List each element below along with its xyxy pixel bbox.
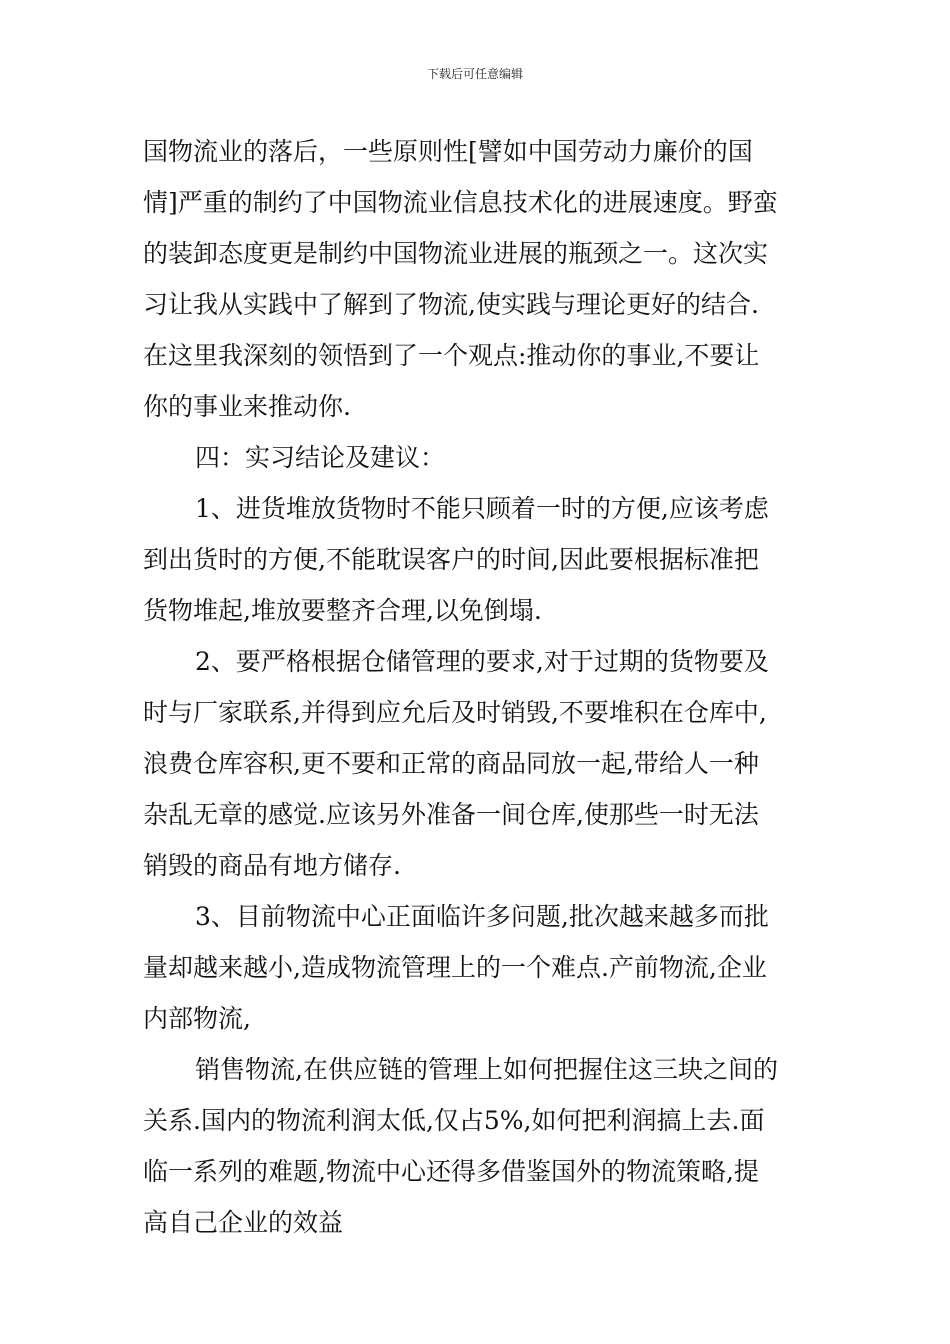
text-line: 关系.国内的物流利润太低,仅占5%,如何把利润搞上去.面 xyxy=(143,1106,765,1135)
text-line: 1、进货堆放货物时不能只顾着一时的方便,应该考虑 xyxy=(195,494,769,523)
text-line: 到出货时的方便,不能耽误客户的时间,因此要根据标准把 xyxy=(143,545,759,574)
text-line: 货物堆起,堆放要整齐合理,以免倒塌. xyxy=(143,596,542,625)
section-heading: 四：实习结论及建议： xyxy=(195,443,446,472)
page-header: 下载后可任意编辑 xyxy=(426,67,523,81)
text-line: 销售物流,在供应链的管理上如何把握住这三块之间的 xyxy=(195,1055,778,1084)
text-line: 3、目前物流中心正面临许多问题,批次越来越多而批 xyxy=(195,902,769,931)
text-line: 浪费仓库容积,更不要和正常的商品同放一起,带给人一种 xyxy=(143,749,759,778)
text-line: 杂乱无章的感觉.应该另外准备一间仓库,使那些一时无法 xyxy=(143,800,759,829)
text-line: 的装卸态度更是制约中国物流业进展的瓶颈之一。这次实 xyxy=(143,239,769,268)
text-line: 量却越来越小,造成物流管理上的一个难点.产前物流,企业 xyxy=(143,953,767,982)
text-line: 高自己企业的效益 xyxy=(143,1208,344,1237)
text-line: 时与厂家联系,并得到应允后及时销毁,不要堆积在仓库中, xyxy=(143,698,767,727)
text-line: 国物流业的落后，一些原则性[譬如中国劳动力廉价的国 xyxy=(143,137,753,166)
text-line: 内部物流, xyxy=(143,1004,251,1033)
text-line: 临一系列的难题,物流中心还得多借鉴国外的物流策略,提 xyxy=(143,1157,759,1186)
text-line: 在这里我深刻的领悟到了一个观点:推动你的事业,不要让 xyxy=(143,341,760,370)
text-line: 2、要严格根据仓储管理的要求,对于过期的货物要及 xyxy=(195,647,769,676)
document-body xyxy=(143,126,811,1248)
text-line: 你的事业来推动你. xyxy=(143,392,351,421)
text-line: 习让我从实践中了解到了物流,使实践与理论更好的结合. xyxy=(143,290,759,319)
text-line: 销毁的商品有地方储存. xyxy=(143,851,401,880)
text-line: 情]严重的制约了中国物流业信息技术化的进展速度。野蛮 xyxy=(143,188,778,217)
